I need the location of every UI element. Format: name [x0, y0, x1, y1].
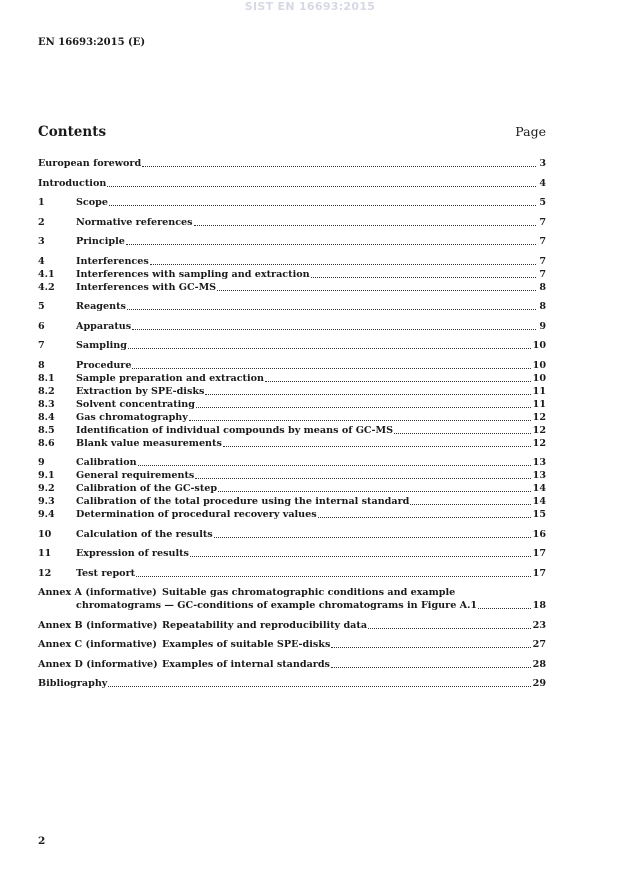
toc-entry-title: Examples of internal standards [162, 658, 330, 670]
toc-entry-title: Gas chromatography [76, 411, 188, 423]
toc-entry-page: 5 [539, 197, 546, 208]
dot-leader [150, 264, 536, 265]
toc-entry-page: 8 [539, 281, 546, 293]
toc-entry-page: 23 [532, 619, 546, 631]
toc-entry-page: 28 [532, 658, 546, 670]
toc-entry-page: 12 [532, 437, 546, 449]
toc-entry[interactable] [38, 495, 546, 508]
toc-entry-page: 14 [532, 483, 546, 494]
toc-entry[interactable] [38, 398, 546, 411]
toc-entry-title: Calibration of the GC-step [76, 483, 218, 494]
toc-entry-page: 12 [532, 411, 546, 423]
toc-entry[interactable] [38, 482, 546, 495]
toc-entry-page: 3 [539, 158, 546, 169]
toc-entry-number: 7 [38, 340, 45, 351]
toc-entry-title: Examples of suitable SPE-disks [162, 639, 331, 650]
toc-entry-page: 16 [532, 528, 546, 540]
toc-entry-title: Expression of results [76, 548, 189, 559]
toc-entry-number: 6 [38, 320, 45, 332]
toc-entry[interactable] [38, 339, 546, 352]
toc-entry-page: 7 [539, 216, 546, 228]
toc-entry-number: 4.2 [38, 281, 55, 293]
dot-leader [196, 407, 531, 408]
toc-entry-number: 10 [38, 528, 52, 540]
toc-entry-number: 9.1 [38, 470, 55, 481]
toc-entry-title: Determination of procedural recovery values [76, 509, 317, 520]
annex-entry[interactable] [38, 658, 546, 671]
toc-entry-page: 10 [532, 359, 546, 371]
toc-entry-title: Principle [76, 236, 125, 247]
toc-entry[interactable] [38, 567, 546, 580]
toc-entry-page: 29 [532, 678, 546, 689]
dot-leader [194, 225, 536, 226]
toc-entry[interactable] [38, 411, 546, 424]
toc-entry[interactable] [38, 456, 546, 469]
dot-leader [189, 420, 531, 421]
dot-leader [109, 205, 536, 206]
toc-entry-title: Calculation of the results [76, 528, 213, 540]
toc-entry-number: 8.4 [38, 411, 55, 423]
toc-entry-number: 8 [38, 359, 45, 371]
annex-entry[interactable] [38, 586, 546, 612]
toc-entry-title: General requirements [76, 470, 195, 481]
annex-title-line-2: chromatograms — GC-conditions of example chromatograms in Figure A.1 [76, 600, 478, 611]
toc-entry-number: 9.3 [38, 496, 55, 507]
table-of-contents [38, 157, 546, 690]
toc-entry-title: Bibliography [38, 678, 108, 689]
toc-entry-title: Calibration [76, 457, 137, 468]
toc-entry[interactable] [38, 281, 546, 294]
toc-entry[interactable] [38, 320, 546, 333]
annex-prefix: Annex B (informative) [38, 619, 158, 631]
page-column-label: Page [515, 124, 546, 139]
toc-entry-title: Apparatus [76, 320, 132, 332]
toc-entry[interactable] [38, 300, 546, 313]
toc-entry-page: 8 [539, 301, 546, 312]
dot-leader [394, 433, 531, 434]
dot-leader [218, 491, 531, 492]
dot-leader [223, 446, 531, 447]
toc-entry[interactable] [38, 216, 546, 229]
toc-entry-page: 27 [532, 639, 546, 650]
toc-entry-number: 8.1 [38, 372, 55, 384]
toc-entry-page: 13 [532, 470, 546, 481]
toc-entry-page: 10 [532, 372, 546, 384]
toc-entry-title: Interferences [76, 255, 149, 267]
dot-leader [331, 647, 530, 648]
toc-entry[interactable] [38, 196, 546, 209]
toc-entry-title: Extraction by SPE-disks [76, 385, 205, 397]
toc-entry-page: 4 [539, 177, 546, 189]
toc-entry[interactable] [38, 508, 546, 521]
toc-entry-page: 9 [539, 320, 546, 332]
toc-entry[interactable] [38, 359, 546, 372]
annex-entry[interactable] [38, 638, 546, 651]
toc-entry-number: 8.6 [38, 437, 55, 449]
toc-entry-number: 9 [38, 457, 45, 468]
toc-entry-title: Interferences with GC-MS [76, 281, 217, 293]
toc-entry-page: 10 [532, 340, 546, 351]
dot-leader [190, 556, 531, 557]
toc-entry-number: 9.4 [38, 509, 55, 520]
toc-entry-number: 3 [38, 236, 45, 247]
toc-entry-number: 8.2 [38, 385, 55, 397]
toc-entry-number: 9.2 [38, 483, 55, 494]
dot-leader [136, 576, 531, 577]
dot-leader [127, 309, 536, 310]
toc-entry-number: 2 [38, 216, 45, 228]
toc-entry-page: 12 [532, 424, 546, 436]
toc-entry-page: 17 [532, 567, 546, 579]
toc-entry-title: Calibration of the total procedure using the internal standard [76, 496, 410, 507]
dot-leader [331, 667, 531, 668]
toc-entry-title: Interferences with sampling and extraction [76, 268, 310, 280]
annex-first-line [38, 586, 546, 599]
toc-entry-title: Reagents [76, 301, 126, 312]
toc-entry-title: European foreword [38, 158, 142, 169]
annex-prefix: Annex C (informative) [38, 639, 157, 650]
annex-second-line [38, 599, 546, 612]
toc-entry[interactable] [38, 177, 546, 190]
toc-entry-page: 17 [532, 548, 546, 559]
toc-entry-title: Scope [76, 197, 108, 208]
toc-entry-page: 15 [532, 509, 546, 520]
toc-entry-title: Solvent concentrating [76, 398, 195, 410]
toc-entry-title: Introduction [38, 177, 107, 189]
dot-leader [318, 517, 531, 518]
toc-entry[interactable] [38, 268, 546, 281]
toc-entry-number: 8.3 [38, 398, 55, 410]
toc-entry-title: Sample preparation and extraction [76, 372, 265, 384]
toc-entry[interactable] [38, 157, 546, 170]
toc-entry-page: 13 [532, 457, 546, 468]
dot-leader [217, 290, 536, 291]
dot-leader [108, 686, 530, 687]
toc-entry-title: Sampling [76, 340, 127, 351]
toc-entry-number: 4 [38, 255, 45, 267]
dot-leader [132, 368, 530, 369]
toc-entry-page: 11 [532, 385, 546, 397]
dot-leader [107, 186, 536, 187]
annex-prefix: Annex A (informative) [38, 587, 157, 598]
toc-entry-title: Normative references [76, 216, 193, 228]
dot-leader [195, 478, 530, 479]
page-number: 2 [38, 835, 46, 847]
dot-leader [311, 277, 536, 278]
dot-leader [132, 329, 536, 330]
dot-leader [138, 465, 531, 466]
dot-leader [265, 381, 531, 382]
toc-entry-page: 7 [539, 236, 546, 247]
contents-title: Contents [38, 124, 107, 140]
document-id: EN 16693:2015 (E) [38, 37, 146, 48]
toc-entry[interactable] [38, 235, 546, 248]
toc-entry[interactable] [38, 437, 546, 450]
dot-leader [142, 166, 536, 167]
toc-entry[interactable] [38, 385, 546, 398]
toc-entry-page: 11 [532, 398, 546, 410]
dot-leader [126, 244, 536, 245]
annex-entry[interactable] [38, 619, 546, 632]
toc-entry-title: Test report [76, 567, 136, 579]
toc-entry-number: 4.1 [38, 268, 55, 280]
dot-leader [478, 608, 531, 609]
toc-entry[interactable] [38, 469, 546, 482]
dot-leader [128, 348, 531, 349]
toc-entry-number: 12 [38, 567, 52, 579]
toc-entry-page: 18 [532, 600, 546, 611]
toc-entry[interactable] [38, 424, 546, 437]
toc-entry-title: Repeatability and reproducibility data [162, 619, 368, 631]
toc-entry[interactable] [38, 547, 546, 560]
contents-header [38, 124, 546, 142]
toc-entry-title: Identification of individual compounds by means of GC-MS [76, 424, 394, 436]
dot-leader [368, 628, 531, 629]
toc-entry-number: 11 [38, 548, 52, 559]
toc-entry-page: 14 [532, 496, 546, 507]
annex-title-line-1: Suitable gas chromatographic conditions and example [162, 587, 456, 598]
dot-leader [410, 504, 530, 505]
toc-entry-number: 8.5 [38, 424, 55, 436]
watermark: SIST EN 16693:2015 [244, 0, 376, 13]
toc-entry-title: Blank value measurements [76, 437, 222, 449]
annex-prefix: Annex D (informative) [38, 658, 158, 670]
toc-entry[interactable] [38, 528, 546, 541]
dot-leader [214, 537, 531, 538]
toc-entry-number: 5 [38, 301, 45, 312]
toc-entry-number: 1 [38, 197, 45, 208]
toc-entry[interactable] [38, 372, 546, 385]
toc-entry[interactable] [38, 677, 546, 690]
toc-entry-page: 7 [539, 255, 546, 267]
toc-entry[interactable] [38, 255, 546, 268]
dot-leader [205, 394, 530, 395]
toc-entry-page: 7 [539, 268, 546, 280]
toc-entry-title: Procedure [76, 359, 132, 371]
